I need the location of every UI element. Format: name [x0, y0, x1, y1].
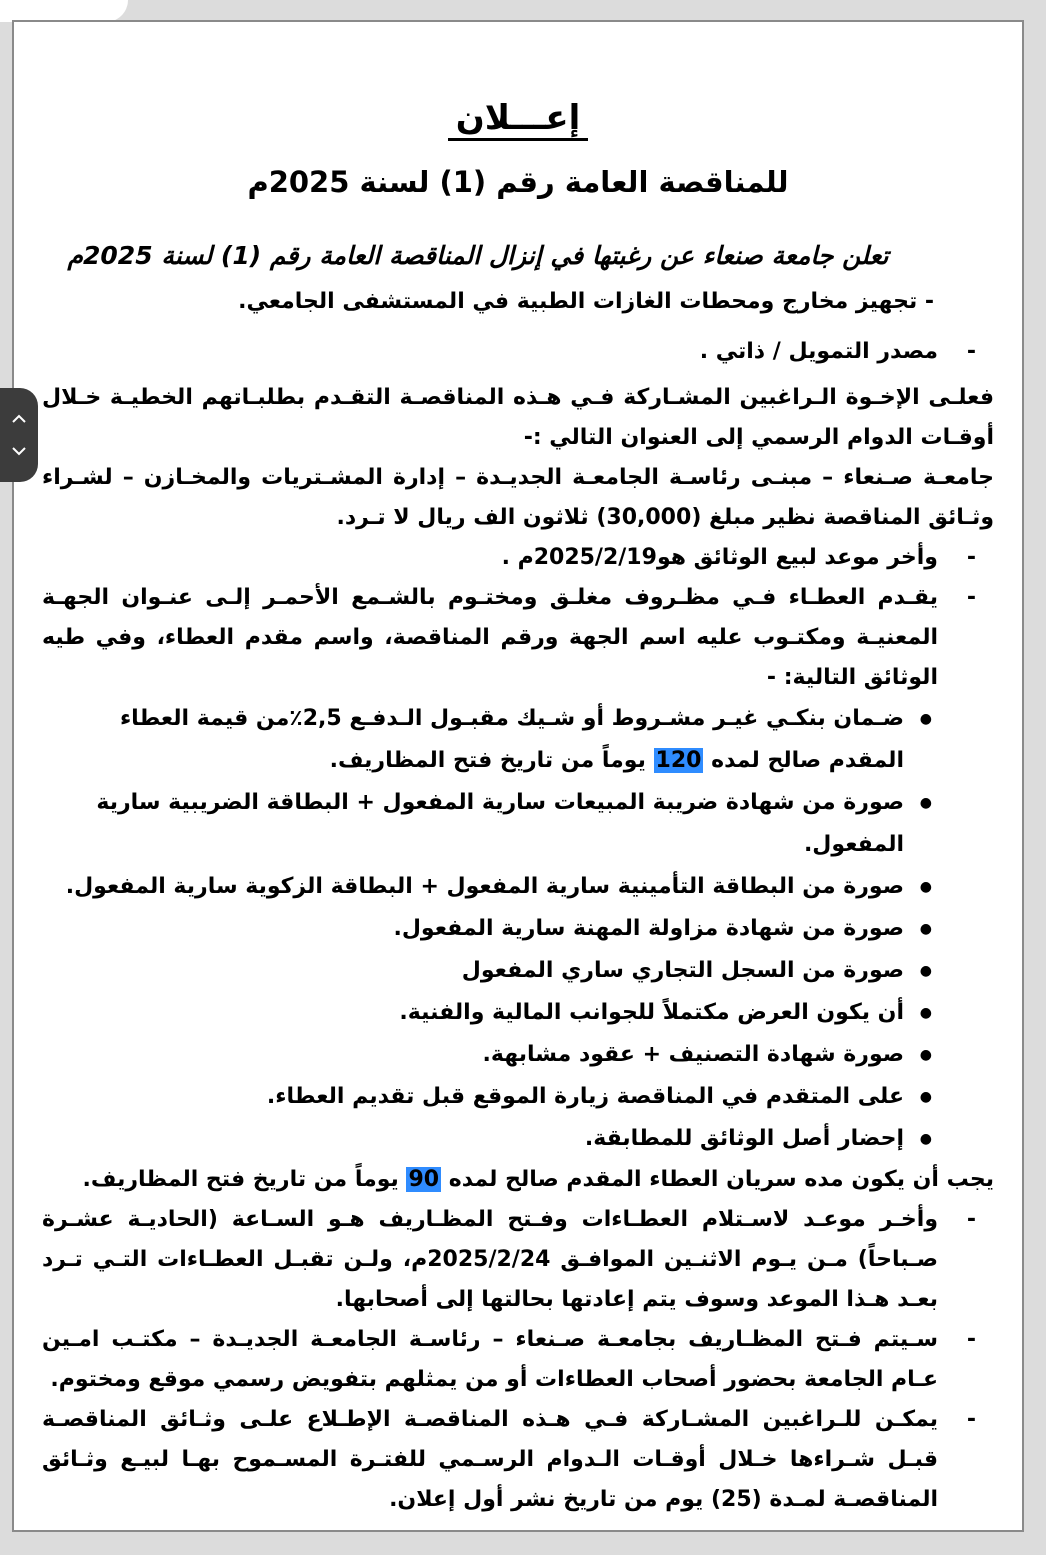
document-page: [12, 20, 1024, 1532]
list-item: ● صورة من السجل التجاري ساري المفعول: [42, 950, 994, 992]
opening-deadline-paragraph: - وأخـر موعـد لاسـتلام العطـاءات وفـتح المظـاريف هـو السـاعة (الحاديـة عشـرة صـباحاً) مـن يـوم الاثنـين الموافـق 2025/2/24م، ولـن تقبـل العطـاءات التـي تـرد بعـد هـذا الموعد وسوف يتم إعادتها بحالتها إلى أصحابها.: [42, 1200, 994, 1320]
list-item: ● على المتقدم في المناقصة زيارة الموقع قبل تقديم العطاء.: [42, 1076, 994, 1118]
required-documents-list: [42, 698, 994, 1160]
sale-deadline-line: - وأخر موعد لبيع الوثائق هو2025/2/19م .: [42, 538, 994, 578]
opening-place-paragraph: - سـيتم فـتح المظـاريف بجامعـة صـنعاء – رئاسـة الجامعـة الجديـدة – مكتـب امـين عـام الجامعة بحضور أصحاب العطاءات أو من يمثلهم بتفويض رسمي موقع ومختوم.: [42, 1320, 994, 1400]
address-paragraph: جامعـة صـنعاء – مبنـى رئاسـة الجامعـة الجديـدة – إدارة المشـتريات والمخـازن – لشـراء وثـائق المناقصة نظير مبلغ (30,000) ثلاثون الف ريال لا تـرد.: [42, 465, 994, 530]
list-item: ● صورة من شهادة مزاولة المهنة سارية المفعول.: [42, 908, 994, 950]
page-scroll-control[interactable]: [0, 388, 38, 482]
document-review-paragraph: - يمكـن للـراغبين المشـاركة فـي هـذه المناقصـة الإطـلاع علـى وثـائق المناقصـة قبـل شـراءها خـلال أوقـات الـدوام الرسـمي للفتـرة المسـموح بهـا لبيـع وثـائق المناقصـة لمـدة (25) يوم من تاريخ نشر أول إعلان.: [42, 1400, 994, 1520]
intro-line: تعلن جامعة صنعاء عن رغبتها في إنزال المناقصة العامة رقم (1) لسنة 2025م: [67, 241, 889, 270]
list-item: ● صورة من البطاقة التأمينية سارية المفعول + البطاقة الزكوية سارية المفعول.: [42, 866, 994, 908]
list-item: ● صورة شهادة التصنيف + عقود مشابهة.: [42, 1034, 994, 1076]
list-item: ● إحضار أصل الوثائق للمطابقة.: [42, 1118, 994, 1160]
announcement-title: إعـــلان: [42, 96, 994, 140]
chevron-down-icon[interactable]: [8, 442, 30, 460]
submission-paragraph: - يقـدم العطـاء فـي مظـروف مغلـق ومختـوم بالشـمع الأحمـر إلـى عنـوان الجهـة المعنيـة ومكتـوب عليه اسم الجهة ورقم المناقصة، واسم مقدم العطاء، وفي طيه الوثائق التالية: -: [42, 578, 994, 698]
validity-days-highlight: 90: [408, 1167, 440, 1192]
guarantee-days-highlight: 120: [655, 748, 702, 773]
list-item: ● صورة من شهادة ضريبة المبيعات سارية المفعول + البطاقة الضريبية سارية المفعول.: [42, 782, 994, 866]
document-content: [42, 22, 994, 1530]
funding-line: - مصدر التمويل / ذاتي .: [42, 332, 994, 372]
guarantee-item: ● ضـمان بنكـي غيـر مشـروط أو شـيك مقبـول الـدفـع 2,5٪من قيمة العطاء المقدم صالح لمده 120 يوماً من تاريخ فتح المظاريف.: [42, 698, 994, 782]
tender-subtitle: للمناقصة العامة رقم (1) لسنة 2025م: [247, 165, 789, 199]
top-corner-tab: [0, 0, 128, 22]
project-line: - تجهيز مخارج ومحطات الغازات الطبية في المستشفى الجامعي.: [238, 289, 934, 314]
chevron-up-icon[interactable]: [8, 410, 30, 428]
invitation-paragraph: فعلـى الإخـوة الـراغبين المشـاركة فـي هـذه المناقصـة التقـدم بطلبـاتهم الخطيـة خـلال أوقـات الدوام الرسمي إلى العنوان التالي :-: [42, 385, 994, 450]
validity-line: يجب أن يكون مده سريان العطاء المقدم صالح لمده 90 يوماً من تاريخ فتح المظاريف.: [82, 1167, 994, 1192]
list-item: ● أن يكون العرض مكتملاً للجوانب المالية والفنية.: [42, 992, 994, 1034]
